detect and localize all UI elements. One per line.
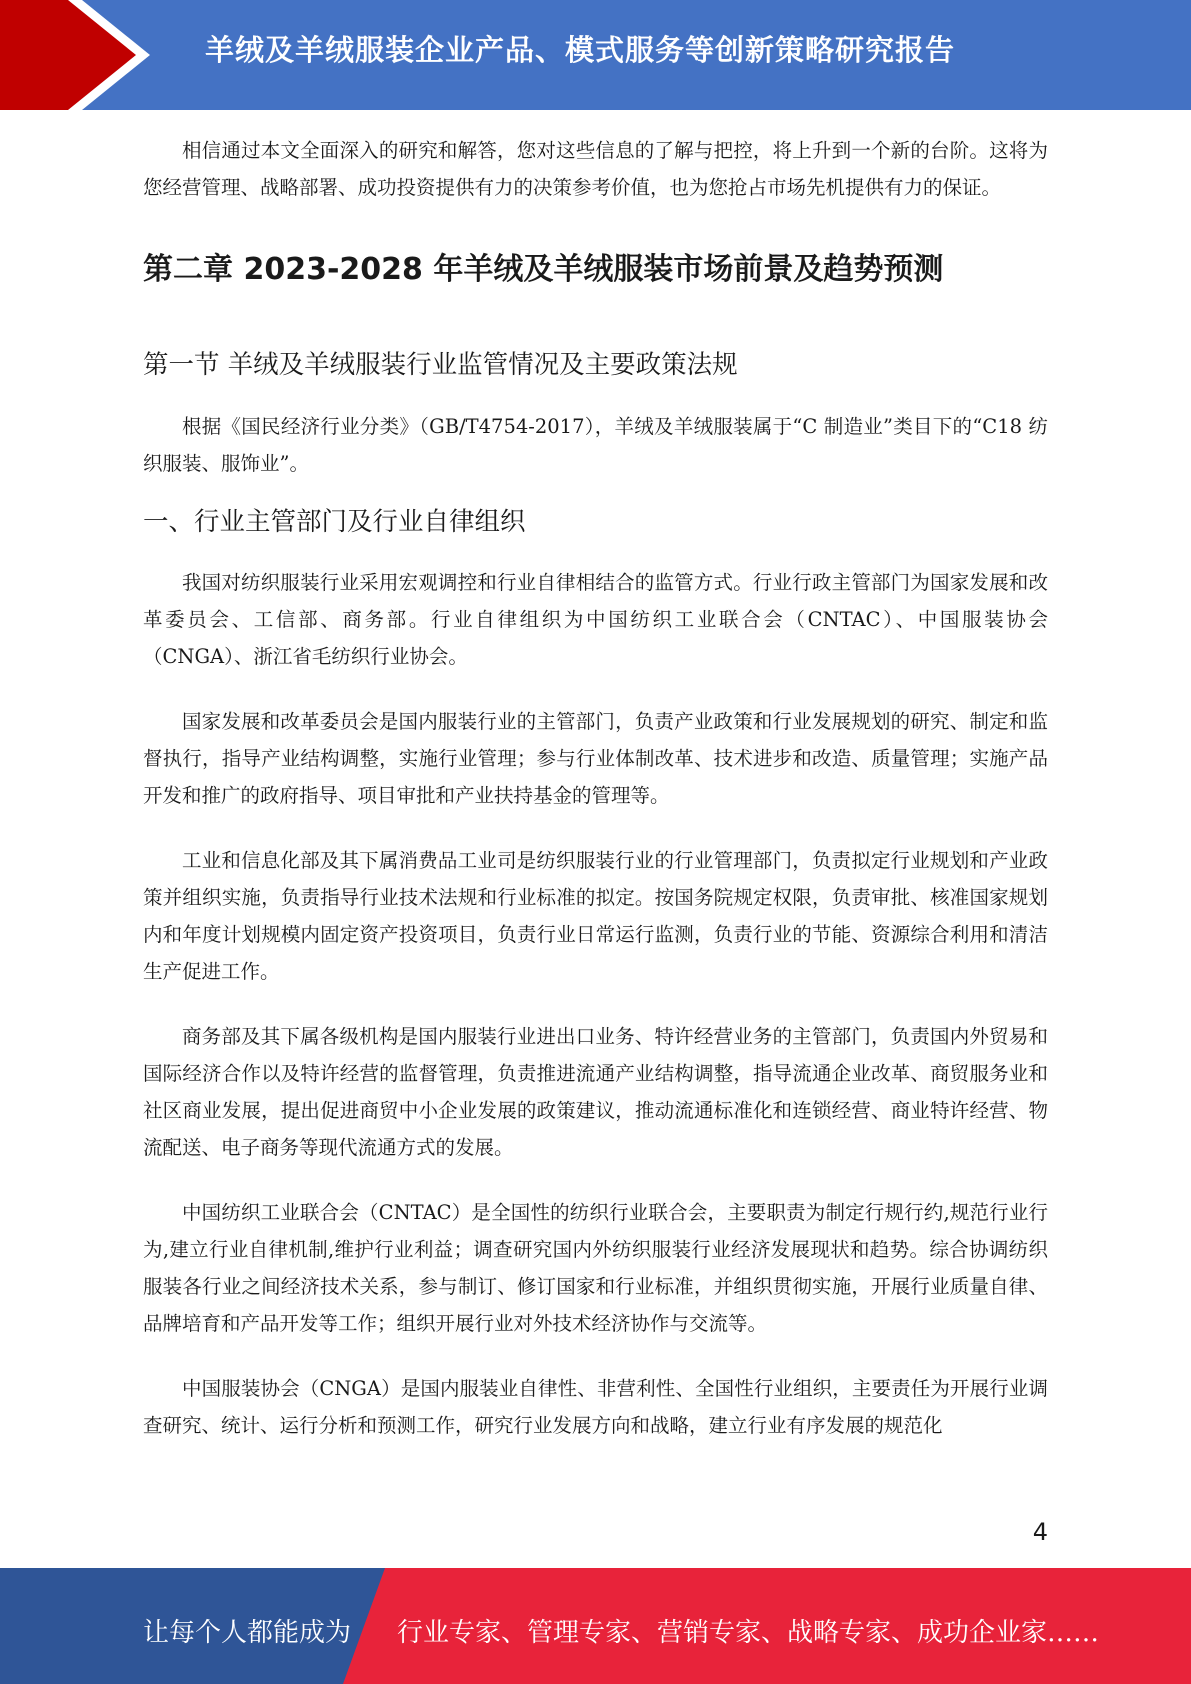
paragraph-cnga: 中国服装协会（CNGA）是国内服装业自律性、非营利性、全国性行业组织，主要责任为开展行业调查研究、统计、运行分析和预测工作，研究行业发展方向和战略，建立行业有序发展的规范化: [143, 1377, 1048, 1437]
paragraph-regulation-overview: 我国对纺织服装行业采用宏观调控和行业自律相结合的监管方式。行业行政主管部门为国家发展和改革委员会、工信部、商务部。行业自律组织为中国纺织工业联合会（CNTAC）、中国服装协会（CNGA）、浙江省毛纺织行业协会。: [143, 571, 1048, 668]
page-number: 4: [1032, 1518, 1048, 1546]
document-body: [143, 132, 1048, 1444]
chapter-title: 第二章 2023-2028 年羊绒及羊绒服装市场前景及趋势预测: [143, 252, 944, 287]
header-title: 羊绒及羊绒服装企业产品、模式服务等创新策略研究报告: [205, 33, 956, 67]
footer-slogan-right: 行业专家、管理专家、营销专家、战略专家、成功企业家……: [397, 1618, 1100, 1648]
section-title: 第一节 羊绒及羊绒服装行业监管情况及主要政策法规: [143, 350, 738, 380]
page-footer: [0, 1568, 1191, 1684]
footer-slogan-left: 让每个人都能成为: [143, 1618, 352, 1648]
paragraph-miit: 工业和信息化部及其下属消费品工业司是纺织服装行业的行业管理部门，负责拟定行业规划和产业政策并组织实施，负责指导行业技术法规和行业标准的拟定。按国务院规定权限，负责审批、核准国家规划内和年度计划规模内固定资产投资项目，负责行业日常运行监测，负责行业的节能、资源综合利用和清洁生产促进工作。: [143, 849, 1048, 983]
header-red-arrow-icon: [0, 0, 140, 110]
intro-paragraph: 相信通过本文全面深入的研究和解答，您对这些信息的了解与把控，将上升到一个新的台阶。这将为您经营管理、战略部署、成功投资提供有力的决策参考价值，也为您抢占市场先机提供有力的保证。: [143, 139, 1048, 199]
section-intro-paragraph: 根据《国民经济行业分类》（GB/T4754-2017），羊绒及羊绒服装属于“C 制造业”类目下的“C18 纺织服装、服饰业”。: [143, 415, 1048, 475]
paragraph-mofcom: 商务部及其下属各级机构是国内服装行业进出口业务、特许经营业务的主管部门，负责国内外贸易和国际经济合作以及特许经营的监督管理，负责推进流通产业结构调整，指导流通企业改革、商贸服务业和社区商业发展，提出促进商贸中小企业发展的政策建议，推动流通标准化和连锁经营、商业特许经营、物流配送、电子商务等现代流通方式的发展。: [143, 1025, 1048, 1159]
page-header: [0, 0, 1191, 110]
subsection-title: 一、行业主管部门及行业自律组织: [143, 507, 526, 537]
paragraph-ndrc: 国家发展和改革委员会是国内服装行业的主管部门，负责产业政策和行业发展规划的研究、制定和监督执行，指导产业结构调整，实施行业管理；参与行业体制改革、技术进步和改造、质量管理；实施产品开发和推广的政府指导、项目审批和产业扶持基金的管理等。: [143, 710, 1048, 807]
paragraph-cntac: 中国纺织工业联合会（CNTAC）是全国性的纺织行业联合会，主要职责为制定行规行约,规范行业行为,建立行业自律机制,维护行业利益；调查研究国内外纺织服装行业经济发展现状和趋势。综合协调纺织服装各行业之间经济技术关系，参与制订、修订国家和行业标准，并组织贯彻实施，开展行业质量自律、品牌培育和产品开发等工作；组织开展行业对外技术经济协作与交流等。: [143, 1201, 1048, 1335]
